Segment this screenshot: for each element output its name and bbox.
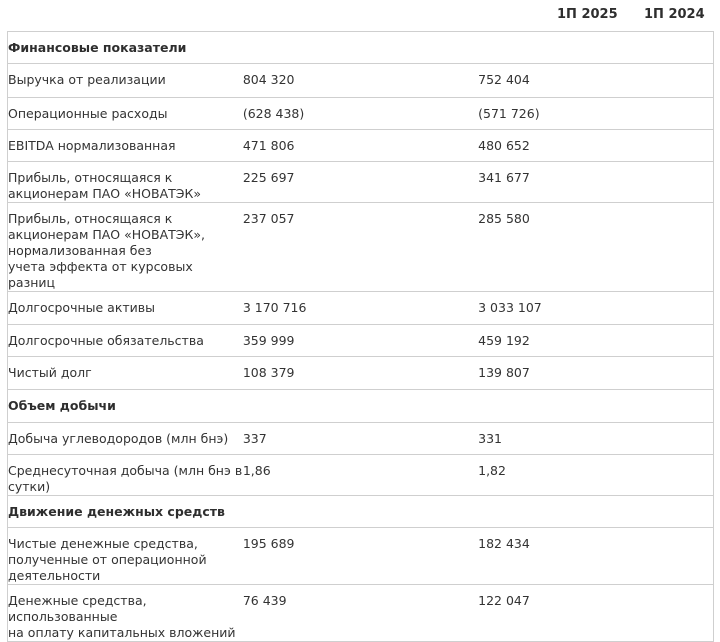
section-title: Объем добычи [8,398,116,413]
value-1p-2025: 76 439 [242,593,287,608]
value-1p-2024: 3 033 107 [478,300,542,315]
value-1p-2025: 225 697 [242,170,295,185]
section-title: Финансовые показатели [8,40,187,55]
row-label: Чистые денежные средства, полученные от операционной деятельности [8,536,207,583]
value-1p-2024: 122 047 [478,593,530,608]
row-label: Среднесуточная добыча (млн бнэ в сутки) [8,463,243,494]
table-row [8,423,714,455]
table-row [8,162,714,203]
row-label: EBITDA нормализованная [8,138,176,153]
section-header-row [8,496,714,528]
table-row [8,64,714,98]
section-header-row [8,32,714,64]
value-1p-2024: 341 677 [478,170,530,185]
table-row [8,130,714,162]
value-1p-2024: 752 404 [478,72,530,87]
row-label: Чистый долг [8,365,92,380]
column-header-1p-2024: 1П 2024 [644,7,705,22]
row-label: Долгосрочные обязательства [8,333,204,348]
row-label: Выручка от реализации [8,72,166,87]
column-header-1p-2025: 1П 2025 [557,7,618,22]
table-row [8,325,714,357]
table-row [8,203,714,292]
column-header-row [0,0,720,31]
row-label: Добыча углеводородов (млн бнэ) [8,431,229,446]
value-1p-2025: 804 320 [242,72,295,87]
value-1p-2024: 459 192 [478,333,530,348]
value-1p-2025: 337 [242,431,267,446]
value-1p-2025: 237 057 [242,211,295,226]
value-1p-2025: 359 999 [242,333,295,348]
table-row [8,585,714,642]
section-title: Движение денежных средств [8,504,225,519]
value-1p-2024: 331 [478,431,502,446]
row-label: Прибыль, относящаяся к акционерам ПАО «НОВАТЭК» [8,170,202,201]
row-label: Долгосрочные активы [8,300,156,315]
row-label: Операционные расходы [8,106,168,121]
value-1p-2024: 139 807 [478,365,530,380]
financial-table [7,31,714,642]
table-row [8,357,714,390]
row-label: Денежные средства, использованные на оплату капитальных вложений [8,593,236,640]
value-1p-2024: (571 726) [478,106,540,121]
value-1p-2025: 3 170 716 [242,300,307,315]
value-1p-2024: 480 652 [478,138,530,153]
value-1p-2024: 285 580 [478,211,530,226]
value-1p-2025: 1,86 [242,463,271,478]
row-label: Прибыль, относящаяся к акционерам ПАО «НОВАТЭК», нормализованная без учета эффекта от курсовых разниц [8,211,205,290]
value-1p-2025: 195 689 [242,536,295,551]
value-1p-2024: 1,82 [478,463,506,478]
table-row [8,292,714,325]
value-1p-2024: 182 434 [478,536,530,551]
table-row [8,455,714,496]
value-1p-2025: 108 379 [242,365,295,380]
table-row [8,528,714,585]
value-1p-2025: 471 806 [242,138,295,153]
value-1p-2025: (628 438) [242,106,305,121]
section-header-row [8,390,714,423]
table-row [8,98,714,130]
